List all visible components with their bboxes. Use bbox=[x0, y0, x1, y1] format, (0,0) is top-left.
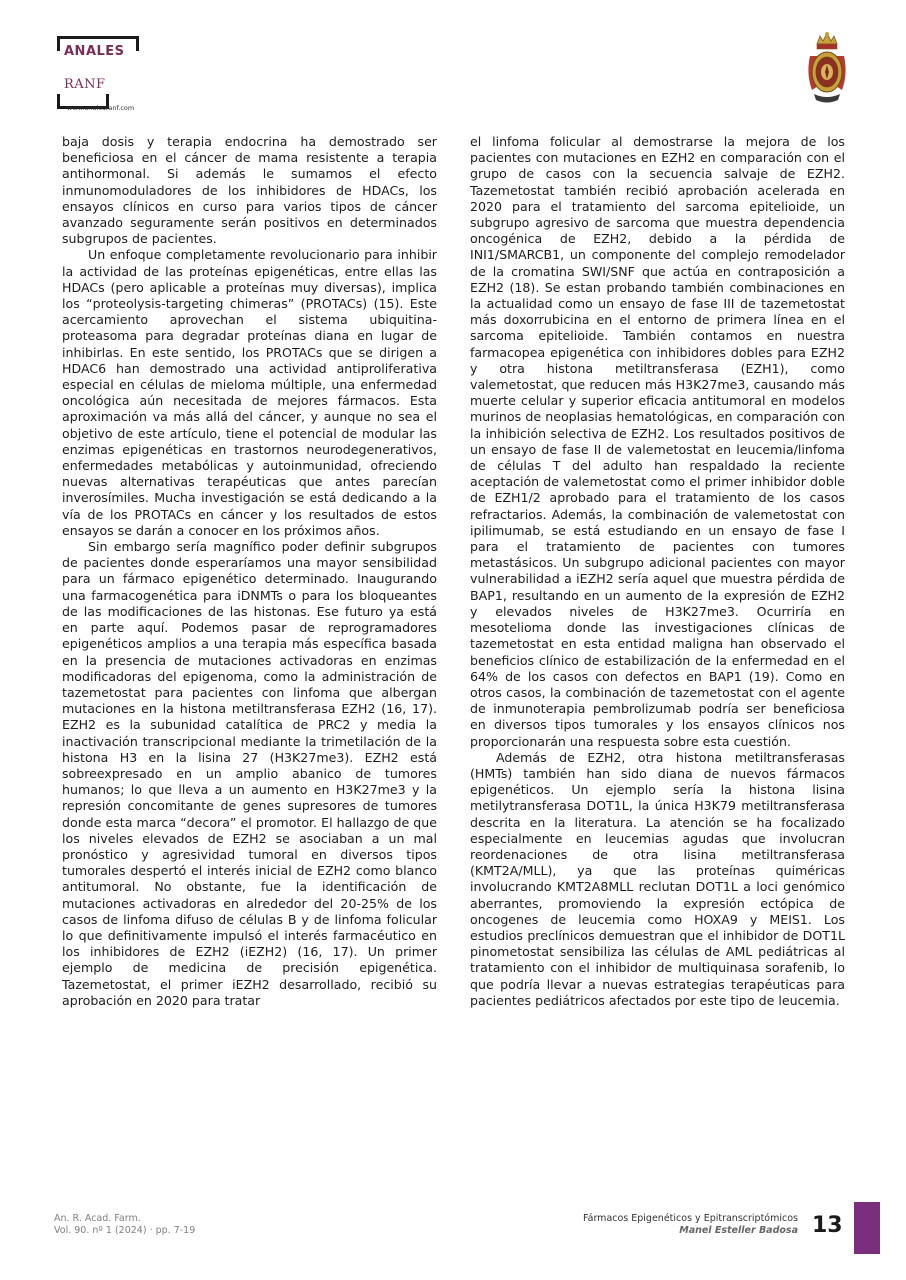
paragraph: Un enfoque completamente revolucionario para inhibir la actividad de las proteínas epigenéticas, entre ellas las HDACs (pero aplicable a proteínas muy diversas), implica los “proteolysis-targeting chimeras” (PROTACs) (15). Este acercamiento aprovechan el sistema ubiquitina-proteasoma para degradar proteínas diana en lugar de inhibirlas. En este sentido, los PROTACs que se dirigen a HDAC6 han demostrado una actividad antiproliferativa especial en células de mieloma múltiple, una enfermedad oncológica aún necesitada de mejores fármacos. Esta aproximación va más allá del cáncer, y aunque no sea el objetivo de este artículo, tiene el potencial de modular las enzimas epigenéticas en trastornos neurodegenerativos, enfermedades metabólicas y autoinmunidad, ofreciendo nuevas alternativas terapéuticas que antes parecían inverosímiles. Mucha investigación se está dedicando a la vía de los PROTACs en cáncer y los resultados de estos ensayos se darán a conocer en los próximos años. bbox=[62, 247, 437, 538]
logo-ranf-text: RANF bbox=[64, 77, 106, 92]
logo-anales-text: ANALES bbox=[64, 44, 125, 59]
right-column bbox=[470, 134, 845, 1009]
journal-volume: Vol. 90. nº 1 (2024) · pp. 7-19 bbox=[54, 1225, 196, 1236]
article-author: Manel Esteller Badosa bbox=[679, 1225, 798, 1236]
logo-website: www.analesranf.com bbox=[67, 104, 135, 112]
paragraph: Sin embargo sería magnífico poder definir subgrupos de pacientes donde esperaríamos una mayor sensibilidad para un fármaco epigenético determinado. Inaugurando una farmacogenética para iDNMTs o para los bloqueantes de las modificaciones de las histonas. Ese futuro ya está en parte aquí. Podemos pasar de reprogramadores epigenéticos amplios a una terapia más específica basada en la presencia de mutaciones activadoras en enzimas modificadoras del epigenoma, como la administración de tazemetostat para pacientes con linfoma que albergan mutaciones en la histona metiltransferasa EZH2 (16, 17). EZH2 es la subunidad catalítica de PRC2 y media la inactivación transcripcional mediante la trimetilación de la histona H3 en la lisina 27 (H3K27me3). EZH2 está sobreexpresado en un amplio abanico de tumores humanos; lo que lleva a un aumento en H3K27me3 y la represión concomitante de genes supresores de tumores donde esta marca “decora” el promotor. El hallazgo de que los niveles elevados de EZH2 se asociaban a un mal pronóstico y agresividad tumoral en diversos tipos tumorales despertó el interés inicial de EZH2 como blanco antitumoral. No obstante, fue la identificación de mutaciones activadoras en alrededor del 20-25% de los casos de linfoma difuso de células B y de linfoma folicular lo que definitivamente impulsó el interés farmacéutico en los inhibidores de EZH2 (iEZH2) (16, 17). Un primer ejemplo de medicina de precisión epigenética. Tazemetostat, el primer iEZH2 desarrollado, recibió su aprobación en 2020 para tratar bbox=[62, 539, 437, 1008]
page-number: 13 bbox=[812, 1213, 843, 1238]
article-title: Fármacos Epigenéticos y Epitranscriptómicos bbox=[583, 1213, 798, 1224]
journal-citation bbox=[54, 1213, 195, 1237]
page-accent-bar bbox=[854, 1202, 880, 1254]
journal-name: An. R. Acad. Farm. bbox=[54, 1213, 141, 1224]
journal-logo bbox=[57, 36, 177, 116]
paragraph: el linfoma folicular al demostrarse la mejora de los pacientes con mutaciones en EZH2 en comparación con el grupo de casos con la secuencia salvaje de EZH2. Tazemetostat también recibió aprobación acelerada en 2020 para el tratamiento del sarcoma epitelioide, un subgrupo agresivo de sarcoma que muestra dependencia oncogénica de EZH2, debido a la pérdida de INI1/SMARCB1, un componente del complejo remodelador de la cromatina SWI/SNF que actúa en contraposición a EZH2 (18). Se estan probando también combinaciones en la actualidad como un ensayo de fase III de tazemetostat más doxorrubicina en el entorno de primera línea en el sarcoma epitelioide. También contamos en nuestra farmacopea epigenética con inhibidores dobles para EZH2 y otra histona metiltransferasa (EZH1), como valemetostat, que reducen más H3K27me3, causando más muerte celular y superior eficacia antitumoral en modelos murinos de neoplasias hematológicas, en comparación con la inhibición selectiva de EZH2. Los resultados positivos de un ensayo de fase II de valemetostat en leucemia/linfoma de células T del adulto han respaldado la reciente aceptación de valemetostat como el primer inhibidor doble de EZH1/2 aprobado para el tratamiento de los casos refractarios. Además, la combinación de valemetostat con ipilimumab, se está estudiando en un ensayo de fase I para el tratamiento de pacientes con tumores metastásicos. Un subgrupo adicional pacientes con mayor vulnerabilidad a iEZH2 sería aquel que muestra pérdida de BAP1, resultando en un aumento de la expresión de EZH2 y elevados niveles de H3K27me3. Ocurriría en mesotelioma donde las investigaciones clínicas de tazemetostat en esta entidad maligna han observado el beneficios clínico de estabilización de la enfermedad en el 64% de los casos con defectos en BAP1 (19). Como en otros casos, la combinación de tazemetostat con el agente de inmunoterapia pembrolizumab podría ser beneficiosa en diversos tipos tumorales y los ensayos clínicos nos proporcionarán una respuesta sobre esta cuestión. bbox=[470, 134, 845, 749]
left-column bbox=[62, 134, 437, 1009]
running-footer bbox=[583, 1213, 798, 1237]
paragraph: Además de EZH2, otra histona metiltransferasas (HMTs) también han sido diana de nuevos fármacos epigenéticos. Un ejemplo sería la histona lisina metilytransferasa DOT1L, la única H3K79 metiltransferasa descrita en la literatura. La atención se ha focalizado especialmente en leucemias agudas que involucran reordenaciones de otra lisina metiltransferasa (KMT2A/MLL), ya que las proteínas quiméricas involucrando KMT2A8MLL reclutan DOT1L a loci genómico aberrantes, promoviendo la expresión ectópica de oncogenes de leucemia como HOXA9 y MEIS1. Los estudios preclínicos demuestran que el inhibidor de DOT1L pinometostat sensibiliza las células de AML pediátricas al tratamiento con el inhibidor de multiquinasa sorafenib, lo que podría llevar a nuevas estrategias terapéuticas para pacientes pediátricos afectados por este tipo de leucemia. bbox=[470, 749, 845, 1008]
paragraph: baja dosis y terapia endocrina ha demostrado ser beneficiosa en el cáncer de mama resistente a terapia antihormonal. Si además le sumamos el efecto inmunomoduladores de los inhibidores de HDACs, los ensayos clínicos en curso para varios tipos de cáncer avanzado seguramente serán positivos en determinados subgrupos de pacientes. bbox=[62, 134, 437, 247]
coat-of-arms-icon bbox=[804, 30, 850, 106]
